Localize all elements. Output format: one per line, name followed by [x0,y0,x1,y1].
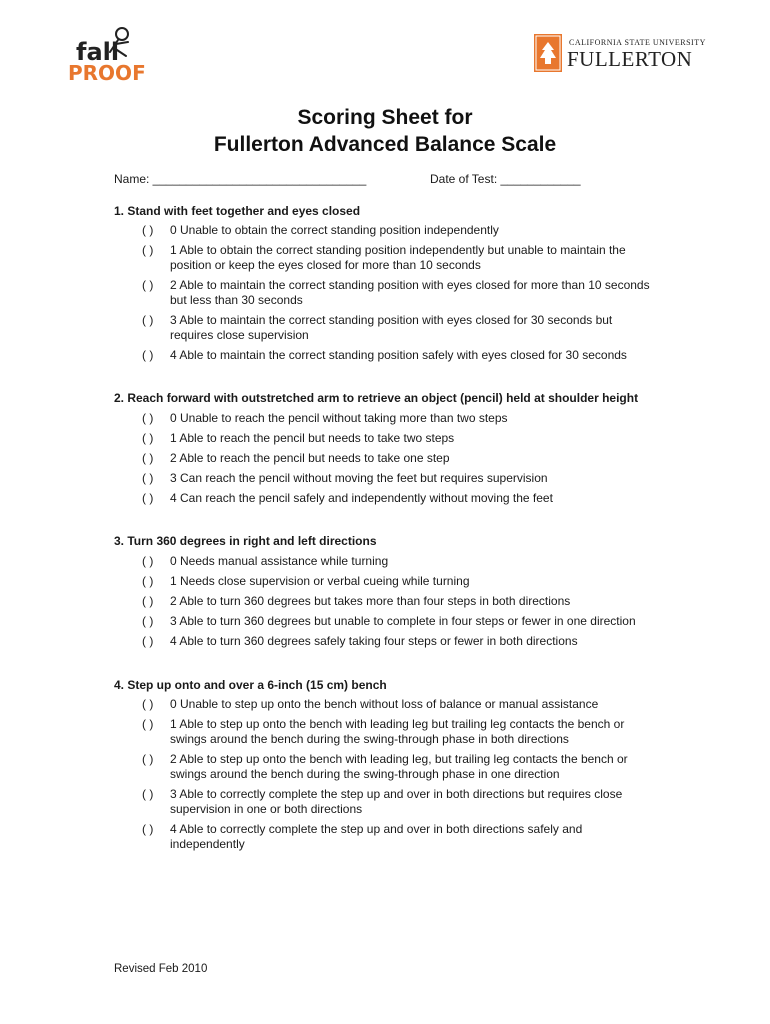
score-checkbox[interactable]: ( ) [142,223,154,237]
item-4-option-0[interactable] [142,697,682,712]
option-text-cont: supervision in one or both directions [170,802,363,816]
option-text-cont: swings around the bench during the swing-through phase in one direction [170,767,560,781]
score-checkbox[interactable]: ( ) [142,278,154,292]
score-checkbox[interactable]: ( ) [142,697,154,711]
item-4-option-2[interactable] [142,752,682,782]
score-checkbox[interactable]: ( ) [142,594,154,608]
item-2-option-2[interactable] [142,451,682,466]
option-text: 1 Able to step up onto the bench with leading leg but trailing leg contacts the bench or [170,717,625,731]
item-4-title: 4. Step up onto and over a 6-inch (15 cm) bench [114,678,387,692]
csuf-seal-icon [534,34,562,72]
item-2-option-1[interactable] [142,431,682,446]
option-text: 4 Able to turn 360 degrees safely taking four steps or fewer in both directions [170,634,578,648]
score-checkbox[interactable]: ( ) [142,822,154,836]
score-checkbox[interactable]: ( ) [142,574,154,588]
item-3-option-2[interactable] [142,594,682,609]
score-checkbox[interactable]: ( ) [142,634,154,648]
score-checkbox[interactable]: ( ) [142,787,154,801]
option-text: 2 Able to maintain the correct standing position with eyes closed for more than 10 seconds [170,278,650,292]
option-text: 3 Able to maintain the correct standing position with eyes closed for 30 seconds but [170,313,613,327]
score-checkbox[interactable]: ( ) [142,614,154,628]
option-text: 4 Can reach the pencil safely and independently without moving the feet [170,491,553,505]
revision-footer: Revised Feb 2010 [114,963,208,975]
item-3-option-4[interactable] [142,634,682,649]
item-1-option-3[interactable] [142,313,682,343]
option-text: 2 Able to turn 360 degrees but takes more than four steps in both directions [170,594,571,608]
page-title-line2: Fullerton Advanced Balance Scale [213,133,557,156]
logo-fall-text: fall [76,38,120,66]
item-1-option-0[interactable] [142,223,682,238]
option-text-cont: requires close supervision [170,328,309,342]
item-4-option-3[interactable] [142,787,682,817]
item-3-title: 3. Turn 360 degrees in right and left directions [114,534,377,548]
score-checkbox[interactable]: ( ) [142,554,154,568]
score-checkbox[interactable]: ( ) [142,313,154,327]
item-2-option-3[interactable] [142,471,682,486]
csuf-fullerton-text: FULLERTON [567,47,693,71]
item-2-title: 2. Reach forward with outstretched arm to retrieve an object (pencil) held at shoulder height [114,391,639,405]
score-checkbox[interactable]: ( ) [142,491,154,505]
score-checkbox[interactable]: ( ) [142,243,154,257]
date-of-test-field[interactable]: Date of Test: ____________ [430,172,581,186]
option-text: 4 Able to maintain the correct standing position safely with eyes closed for 30 seconds [170,348,627,362]
option-text: 1 Able to reach the pencil but needs to take two steps [170,431,455,445]
name-field[interactable]: Name: ________________________________ [114,172,367,186]
item-1-option-1[interactable] [142,243,682,273]
score-checkbox[interactable]: ( ) [142,431,154,445]
option-text: 1 Needs close supervision or verbal cueing while turning [170,574,470,588]
item-4-option-1[interactable] [142,717,682,747]
item-1-option-4[interactable] [142,348,682,363]
score-checkbox[interactable]: ( ) [142,411,154,425]
item-3-option-1[interactable] [142,574,682,589]
page-title-line1: Scoring Sheet for [297,106,473,129]
item-2-option-4[interactable] [142,491,682,506]
item-3-option-0[interactable] [142,554,682,569]
option-text: 3 Able to turn 360 degrees but unable to complete in four steps or fewer in one direction [170,614,636,628]
csuf-university-text: CALIFORNIA STATE UNIVERSITY [569,38,706,47]
option-text-cont: independently [170,837,245,851]
option-text: 3 Able to correctly complete the step up and over in both directions but requires close [170,787,623,801]
logo-proof-text: PROOF [68,61,146,84]
option-text: 2 Able to reach the pencil but needs to take one step [170,451,450,465]
option-text: 0 Unable to step up onto the bench without loss of balance or manual assistance [170,697,599,711]
item-4-option-4[interactable] [142,822,682,852]
item-2-option-0[interactable] [142,411,682,426]
option-text: 3 Can reach the pencil without moving the feet but requires supervision [170,471,548,485]
option-text: 0 Unable to obtain the correct standing position independently [170,223,499,237]
option-text-cont: swings around the bench during the swing-through phase in both directions [170,732,569,746]
csuf-logo [534,34,706,74]
option-text-cont: position or keep the eyes closed for more than 10 seconds [170,258,481,272]
score-checkbox[interactable]: ( ) [142,717,154,731]
score-checkbox[interactable]: ( ) [142,451,154,465]
option-text: 1 Able to obtain the correct standing position independently but unable to maintain the [170,243,626,257]
fallproof-logo [66,22,146,84]
option-text: 4 Able to correctly complete the step up and over in both directions safely and [170,822,583,836]
item-1-title: 1. Stand with feet together and eyes closed [114,204,361,218]
option-text: 0 Needs manual assistance while turning [170,554,389,568]
score-checkbox[interactable]: ( ) [142,471,154,485]
option-text: 2 Able to step up onto the bench with leading leg, but trailing leg contacts the bench or [170,752,628,766]
item-3-option-3[interactable] [142,614,682,629]
option-text-cont: but less than 30 seconds [170,293,303,307]
item-1-option-2[interactable] [142,278,682,308]
score-checkbox[interactable]: ( ) [142,348,154,362]
score-checkbox[interactable]: ( ) [142,752,154,766]
option-text: 0 Unable to reach the pencil without taking more than two steps [170,411,508,425]
